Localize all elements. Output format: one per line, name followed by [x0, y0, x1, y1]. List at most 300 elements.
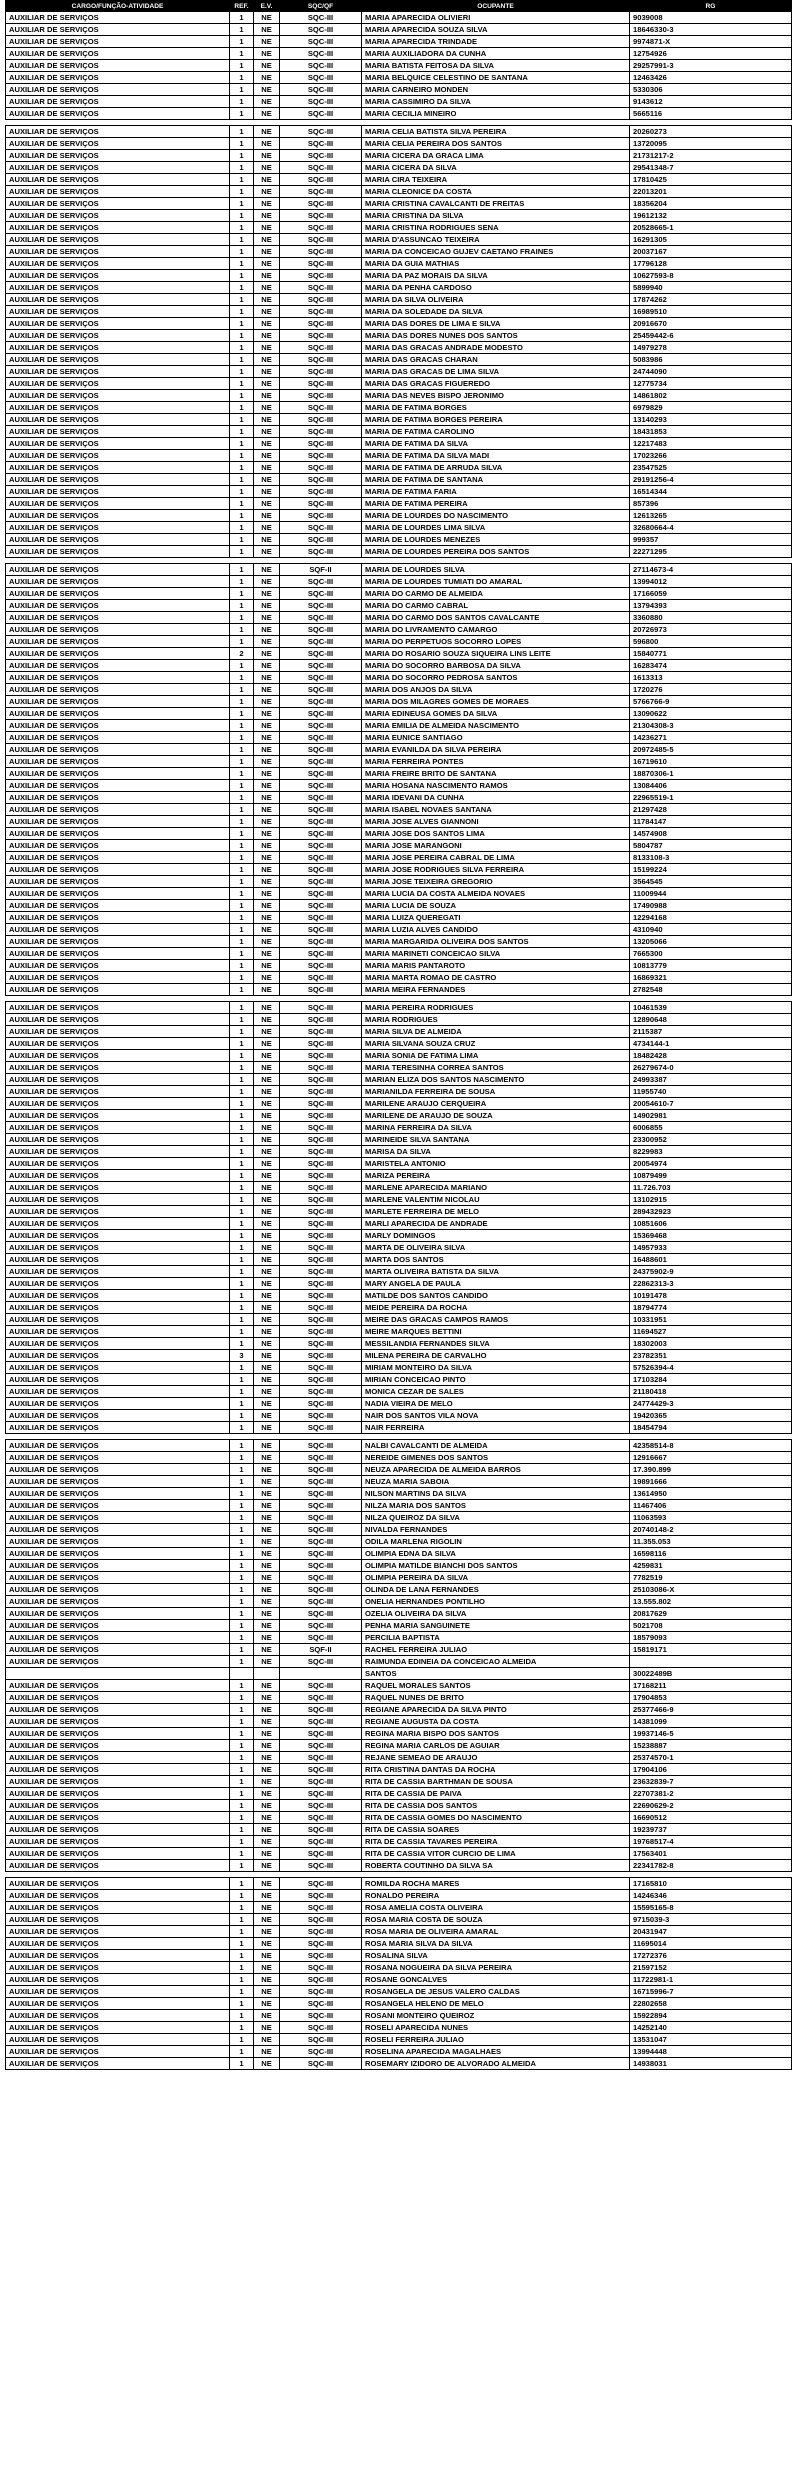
cell-ev: NE [254, 108, 280, 120]
cell-ref: 1 [230, 948, 254, 960]
cell-cargo: AUXILIAR DE SERVIÇOS [6, 1098, 230, 1110]
cell-ocupante: RONALDO PEREIRA [362, 1890, 630, 1902]
table-row [6, 1170, 792, 1182]
cell-sqc: SQC-III [280, 1860, 362, 1872]
table-row [6, 522, 792, 534]
cell-rg: 3564545 [630, 876, 792, 888]
cell-ref: 1 [230, 1620, 254, 1632]
table-row [6, 876, 792, 888]
cell-cargo: AUXILIAR DE SERVIÇOS [6, 600, 230, 612]
cell-ref: 1 [230, 1584, 254, 1596]
cell-rg: 20260273 [630, 126, 792, 138]
table-body [6, 12, 792, 2070]
cell-rg: 15238887 [630, 1740, 792, 1752]
cell-ocupante: MARIA DE LOURDES MENEZES [362, 534, 630, 546]
table-row [6, 732, 792, 744]
cell-ev: NE [254, 1584, 280, 1596]
cell-sqc: SQC-III [280, 948, 362, 960]
cell-rg: 17904853 [630, 1692, 792, 1704]
cell-ev: NE [254, 972, 280, 984]
cell-ev: NE [254, 1182, 280, 1194]
cell-ocupante: MARIA JOSE ALVES GIANNONI [362, 816, 630, 828]
cell-sqc: SQC-III [280, 1464, 362, 1476]
cell-ref: 1 [230, 804, 254, 816]
cell-ref: 1 [230, 1422, 254, 1434]
cell-ref: 1 [230, 306, 254, 318]
cell-cargo: AUXILIAR DE SERVIÇOS [6, 12, 230, 24]
cell-rg: 289432923 [630, 1206, 792, 1218]
cell-ev: NE [254, 864, 280, 876]
cell-cargo: AUXILIAR DE SERVIÇOS [6, 1146, 230, 1158]
cell-ref: 1 [230, 624, 254, 636]
cell-sqc: SQC-III [280, 1242, 362, 1254]
cell-ref: 1 [230, 1158, 254, 1170]
cell-ocupante: MARIA DE FATIMA FARIA [362, 486, 630, 498]
cell-cargo: AUXILIAR DE SERVIÇOS [6, 1512, 230, 1524]
table-row [6, 1206, 792, 1218]
cell-ref: 1 [230, 1524, 254, 1536]
cell-cargo: AUXILIAR DE SERVIÇOS [6, 1158, 230, 1170]
cell-cargo: AUXILIAR DE SERVIÇOS [6, 366, 230, 378]
cell-ev [254, 1668, 280, 1680]
table-row [6, 150, 792, 162]
cell-sqc: SQC-III [280, 2010, 362, 2022]
cell-ev: NE [254, 1098, 280, 1110]
table-row [6, 1776, 792, 1788]
cell-ocupante: ROSELI FERREIRA JULIAO [362, 2034, 630, 2046]
cell-cargo: AUXILIAR DE SERVIÇOS [6, 438, 230, 450]
table-row [6, 612, 792, 624]
cell-sqc: SQC-III [280, 912, 362, 924]
cell-sqc: SQC-III [280, 708, 362, 720]
table-row [6, 576, 792, 588]
table-row [6, 1452, 792, 1464]
cell-ocupante: MARTA DOS SANTOS [362, 1254, 630, 1266]
cell-rg: 14938031 [630, 2058, 792, 2070]
cell-ocupante: MARIA JOSE DOS SANTOS LIMA [362, 828, 630, 840]
cell-rg: 10331951 [630, 1314, 792, 1326]
cell-sqc: SQC-III [280, 546, 362, 558]
cell-ev: NE [254, 138, 280, 150]
cell-cargo: AUXILIAR DE SERVIÇOS [6, 1062, 230, 1074]
cell-sqc: SQC-III [280, 1134, 362, 1146]
cell-cargo: AUXILIAR DE SERVIÇOS [6, 924, 230, 936]
cell-cargo: AUXILIAR DE SERVIÇOS [6, 1962, 230, 1974]
cell-ref: 1 [230, 1338, 254, 1350]
table-row [6, 924, 792, 936]
cell-ocupante: MARIA LUCIA DE SOUZA [362, 900, 630, 912]
cell-sqc: SQC-III [280, 816, 362, 828]
cell-ev: NE [254, 1536, 280, 1548]
cell-ocupante: MARIA DO SOCORRO PEDROSA SANTOS [362, 672, 630, 684]
cell-rg: 6006855 [630, 1122, 792, 1134]
cell-sqc: SQC-III [280, 624, 362, 636]
cell-ev: NE [254, 1440, 280, 1452]
table-row [6, 852, 792, 864]
cell-ref: 1 [230, 1110, 254, 1122]
cell-ev: NE [254, 438, 280, 450]
cell-rg: 13794393 [630, 600, 792, 612]
cell-sqc: SQC-III [280, 1950, 362, 1962]
cell-sqc: SQC-III [280, 1290, 362, 1302]
cell-rg: 20972485-5 [630, 744, 792, 756]
cell-ref: 1 [230, 960, 254, 972]
cell-ocupante: MARIZA PEREIRA [362, 1170, 630, 1182]
cell-rg: 1720276 [630, 684, 792, 696]
cell-ev: NE [254, 1242, 280, 1254]
cell-ocupante: MARIA JOSE MARANGONI [362, 840, 630, 852]
table-row [6, 1692, 792, 1704]
table-row [6, 12, 792, 24]
table-row [6, 1182, 792, 1194]
cell-ref: 1 [230, 780, 254, 792]
cell-ref: 1 [230, 1788, 254, 1800]
cell-rg: 22341782-8 [630, 1860, 792, 1872]
cell-ref: 1 [230, 1452, 254, 1464]
cell-sqc: SQC-III [280, 1254, 362, 1266]
cell-cargo: AUXILIAR DE SERVIÇOS [6, 1926, 230, 1938]
cell-ref: 1 [230, 1860, 254, 1872]
cell-ev: NE [254, 1512, 280, 1524]
cell-ocupante: MARIA CECILIA MINEIRO [362, 108, 630, 120]
cell-ref: 1 [230, 438, 254, 450]
cell-sqc: SQF-II [280, 564, 362, 576]
cell-rg: 15199224 [630, 864, 792, 876]
cell-cargo: AUXILIAR DE SERVIÇOS [6, 474, 230, 486]
cell-rg: 16488601 [630, 1254, 792, 1266]
cell-rg: 16989510 [630, 306, 792, 318]
cell-ref: 1 [230, 1878, 254, 1890]
table-row [6, 462, 792, 474]
cell-ref: 1 [230, 1254, 254, 1266]
cell-ev: NE [254, 24, 280, 36]
cell-ocupante: MARIA LUZIA ALVES CANDIDO [362, 924, 630, 936]
table-row [6, 138, 792, 150]
cell-ev: NE [254, 1338, 280, 1350]
cell-rg: 19612132 [630, 210, 792, 222]
cell-sqc: SQC-III [280, 198, 362, 210]
table-row [6, 600, 792, 612]
table-row [6, 1560, 792, 1572]
cell-cargo: AUXILIAR DE SERVIÇOS [6, 48, 230, 60]
cell-ocupante: MARIA CRISTINA DA SILVA [362, 210, 630, 222]
table-row [6, 1512, 792, 1524]
cell-rg: 10879499 [630, 1170, 792, 1182]
cell-rg: 13090622 [630, 708, 792, 720]
cell-cargo: AUXILIAR DE SERVIÇOS [6, 546, 230, 558]
cell-sqc: SQC-III [280, 366, 362, 378]
cell-ocupante: MARIA DAS NEVES BISPO JERONIMO [362, 390, 630, 402]
cell-rg: 12294168 [630, 912, 792, 924]
cell-sqc: SQC-III [280, 2046, 362, 2058]
table-row [6, 72, 792, 84]
cell-ev: NE [254, 600, 280, 612]
table-row [6, 1242, 792, 1254]
table-row [6, 1266, 792, 1278]
cell-rg: 18646330-3 [630, 24, 792, 36]
cell-rg: 14902981 [630, 1110, 792, 1122]
cell-rg: 13994448 [630, 2046, 792, 2058]
cell-ocupante: MARIA JOSE PEREIRA CABRAL DE LIMA [362, 852, 630, 864]
cell-cargo: AUXILIAR DE SERVIÇOS [6, 306, 230, 318]
table-row [6, 1584, 792, 1596]
cell-ref: 1 [230, 354, 254, 366]
cell-cargo: AUXILIAR DE SERVIÇOS [6, 876, 230, 888]
cell-rg: 19891666 [630, 1476, 792, 1488]
cell-ref: 1 [230, 108, 254, 120]
cell-sqc: SQC-III [280, 852, 362, 864]
cell-ocupante: MARIA DAS DORES NUNES DOS SANTOS [362, 330, 630, 342]
table-row [6, 1194, 792, 1206]
table-header [6, 1, 792, 12]
cell-rg: 14957933 [630, 1242, 792, 1254]
cell-ev: NE [254, 1422, 280, 1434]
table-row [6, 1860, 792, 1872]
cell-cargo: AUXILIAR DE SERVIÇOS [6, 294, 230, 306]
cell-ref: 1 [230, 534, 254, 546]
cell-cargo: AUXILIAR DE SERVIÇOS [6, 2010, 230, 2022]
cell-ref [230, 1668, 254, 1680]
cell-sqc: SQC-III [280, 1752, 362, 1764]
cell-ev: NE [254, 912, 280, 924]
cell-ev: NE [254, 1326, 280, 1338]
cell-ref: 1 [230, 588, 254, 600]
cell-rg: 17166059 [630, 588, 792, 600]
table-row [6, 402, 792, 414]
cell-ocupante: MARTA DE OLIVEIRA SILVA [362, 1242, 630, 1254]
cell-ev: NE [254, 1014, 280, 1026]
cell-ocupante: MARIA DAS GRACAS CHARAN [362, 354, 630, 366]
cell-ref: 1 [230, 1278, 254, 1290]
cell-ocupante: MARIA EVANILDA DA SILVA PEREIRA [362, 744, 630, 756]
table-row [6, 498, 792, 510]
cell-sqc: SQC-III [280, 1764, 362, 1776]
cell-rg: 16690512 [630, 1812, 792, 1824]
cell-ref: 1 [230, 2058, 254, 2070]
cell-ref: 1 [230, 1302, 254, 1314]
cell-ref: 1 [230, 1266, 254, 1278]
cell-cargo: AUXILIAR DE SERVIÇOS [6, 1086, 230, 1098]
cell-ref: 1 [230, 1326, 254, 1338]
cell-ev: NE [254, 162, 280, 174]
table-row [6, 1362, 792, 1374]
cell-cargo: AUXILIAR DE SERVIÇOS [6, 1002, 230, 1014]
cell-rg: 13614950 [630, 1488, 792, 1500]
cell-cargo: AUXILIAR DE SERVIÇOS [6, 576, 230, 588]
cell-sqc: SQC-III [280, 1620, 362, 1632]
table-row [6, 2058, 792, 2070]
cell-ocupante: ODILA MARLENA RIGOLIN [362, 1536, 630, 1548]
cell-ref: 1 [230, 1398, 254, 1410]
table-row [6, 672, 792, 684]
cell-ocupante: MESSILANDIA FERNANDES SILVA [362, 1338, 630, 1350]
cell-rg: 5804787 [630, 840, 792, 852]
cell-ocupante: RAQUEL MORALES SANTOS [362, 1680, 630, 1692]
cell-ocupante: MARIA DOS ANJOS DA SILVA [362, 684, 630, 696]
cell-cargo: AUXILIAR DE SERVIÇOS [6, 174, 230, 186]
cell-ocupante: ROBERTA COUTINHO DA SILVA SA [362, 1860, 630, 1872]
cell-sqc: SQC-III [280, 828, 362, 840]
cell-cargo: AUXILIAR DE SERVIÇOS [6, 1716, 230, 1728]
table-row [6, 1158, 792, 1170]
cell-sqc: SQC-III [280, 378, 362, 390]
cell-rg: 21304308-3 [630, 720, 792, 732]
cell-sqc: SQC-III [280, 1986, 362, 1998]
cell-cargo: AUXILIAR DE SERVIÇOS [6, 1524, 230, 1536]
cell-rg: 18454794 [630, 1422, 792, 1434]
cell-sqc: SQC-III [280, 840, 362, 852]
cell-ref: 1 [230, 1146, 254, 1158]
cell-rg: 7782519 [630, 1572, 792, 1584]
table-row [6, 1926, 792, 1938]
cell-ocupante: MARIA APARECIDA TRINDADE [362, 36, 630, 48]
cell-rg: 25377466-9 [630, 1704, 792, 1716]
cell-ev: NE [254, 72, 280, 84]
cell-rg: 21597152 [630, 1962, 792, 1974]
cell-cargo: AUXILIAR DE SERVIÇOS [6, 816, 230, 828]
cell-cargo: AUXILIAR DE SERVIÇOS [6, 1632, 230, 1644]
cell-ocupante: MARTA OLIVEIRA BATISTA DA SILVA [362, 1266, 630, 1278]
table-row [6, 1374, 792, 1386]
cell-rg: 20431947 [630, 1926, 792, 1938]
cell-ref: 1 [230, 1596, 254, 1608]
table-row [6, 888, 792, 900]
cell-sqc: SQC-III [280, 150, 362, 162]
cell-sqc: SQC-III [280, 534, 362, 546]
cell-ocupante: RITA DE CASSIA DOS SANTOS [362, 1800, 630, 1812]
table-row [6, 1290, 792, 1302]
cell-sqc: SQC-III [280, 888, 362, 900]
cell-ocupante: MARIA DAS DORES DE LIMA E SILVA [362, 318, 630, 330]
cell-cargo: AUXILIAR DE SERVIÇOS [6, 804, 230, 816]
table-row [6, 1050, 792, 1062]
cell-ev: NE [254, 876, 280, 888]
cell-cargo: AUXILIAR DE SERVIÇOS [6, 210, 230, 222]
cell-ev: NE [254, 1062, 280, 1074]
cell-rg: 24993387 [630, 1074, 792, 1086]
cell-rg: 21297428 [630, 804, 792, 816]
cell-sqc: SQC-III [280, 306, 362, 318]
cell-cargo: AUXILIAR DE SERVIÇOS [6, 840, 230, 852]
cell-ref: 1 [230, 660, 254, 672]
cell-rg: 14381099 [630, 1716, 792, 1728]
cell-ocupante: MARIA CRISTINA CAVALCANTI DE FREITAS [362, 198, 630, 210]
table-row [6, 1632, 792, 1644]
cell-rg: 9039008 [630, 12, 792, 24]
cell-rg: 10627593-8 [630, 270, 792, 282]
cell-ocupante: NEUZA MARIA SABOIA [362, 1476, 630, 1488]
cell-ev: NE [254, 732, 280, 744]
cell-rg: 18482428 [630, 1050, 792, 1062]
cell-ref: 1 [230, 1098, 254, 1110]
cell-cargo: AUXILIAR DE SERVIÇOS [6, 768, 230, 780]
cell-ref: 1 [230, 138, 254, 150]
cell-ocupante: RACHEL FERREIRA JULIAO [362, 1644, 630, 1656]
cell-rg: 14574908 [630, 828, 792, 840]
cell-ev: NE [254, 804, 280, 816]
cell-ref: 1 [230, 246, 254, 258]
table-row [6, 1740, 792, 1752]
cell-cargo: AUXILIAR DE SERVIÇOS [6, 1938, 230, 1950]
cell-ev: NE [254, 828, 280, 840]
cell-cargo: AUXILIAR DE SERVIÇOS [6, 696, 230, 708]
cell-ocupante: RAIMUNDA EDINEIA DA CONCEICAO ALMEIDA [362, 1656, 630, 1668]
cell-ev: NE [254, 318, 280, 330]
cell-rg: 16283474 [630, 660, 792, 672]
cell-rg: 15369468 [630, 1230, 792, 1242]
table-row [6, 660, 792, 672]
cell-sqc: SQC-III [280, 576, 362, 588]
cell-ocupante: RITA CRISTINA DANTAS DA ROCHA [362, 1764, 630, 1776]
cell-sqc: SQC-III [280, 84, 362, 96]
cell-cargo: AUXILIAR DE SERVIÇOS [6, 1500, 230, 1512]
table-row [6, 486, 792, 498]
cell-ev: NE [254, 2034, 280, 2046]
cell-ev: NE [254, 1740, 280, 1752]
cell-sqc: SQC-III [280, 1488, 362, 1500]
cell-ref: 1 [230, 2034, 254, 2046]
cell-sqc: SQC-III [280, 660, 362, 672]
cell-rg: 7665300 [630, 948, 792, 960]
cell-ref: 1 [230, 1440, 254, 1452]
cell-cargo: AUXILIAR DE SERVIÇOS [6, 342, 230, 354]
cell-sqc: SQC-III [280, 1890, 362, 1902]
cell-sqc: SQC-III [280, 1788, 362, 1800]
cell-sqc: SQC-III [280, 600, 362, 612]
cell-ev: NE [254, 792, 280, 804]
cell-ref: 1 [230, 1050, 254, 1062]
cell-cargo: AUXILIAR DE SERVIÇOS [6, 1824, 230, 1836]
cell-sqc: SQC-III [280, 936, 362, 948]
cell-ev: NE [254, 1086, 280, 1098]
table-row [6, 1488, 792, 1500]
cell-sqc: SQC-III [280, 1026, 362, 1038]
cell-ref: 1 [230, 864, 254, 876]
cell-sqc: SQC-III [280, 900, 362, 912]
cell-cargo: AUXILIAR DE SERVIÇOS [6, 960, 230, 972]
cell-rg: 16514344 [630, 486, 792, 498]
cell-sqc: SQC-III [280, 1410, 362, 1422]
table-row [6, 96, 792, 108]
cell-sqc: SQC-III [280, 1776, 362, 1788]
cell-rg: 19239737 [630, 1824, 792, 1836]
cell-cargo: AUXILIAR DE SERVIÇOS [6, 948, 230, 960]
cell-rg: 18302003 [630, 1338, 792, 1350]
cell-ref: 1 [230, 390, 254, 402]
cell-cargo: AUXILIAR DE SERVIÇOS [6, 36, 230, 48]
cell-rg: 20817629 [630, 1608, 792, 1620]
cell-ocupante: ROSALINA SILVA [362, 1950, 630, 1962]
cell-ref: 1 [230, 1680, 254, 1692]
cell-ref: 1 [230, 1014, 254, 1026]
table-row [6, 1962, 792, 1974]
cell-ev: NE [254, 12, 280, 24]
table-row [6, 780, 792, 792]
cell-ref: 1 [230, 48, 254, 60]
cell-rg: 20054974 [630, 1158, 792, 1170]
cell-ocupante: MARIA MARGARIDA OLIVEIRA DOS SANTOS [362, 936, 630, 948]
cell-ev: NE [254, 342, 280, 354]
cell-cargo: AUXILIAR DE SERVIÇOS [6, 1386, 230, 1398]
cell-ocupante: RAQUEL NUNES DE BRITO [362, 1692, 630, 1704]
cell-sqc: SQC-III [280, 186, 362, 198]
cell-cargo: AUXILIAR DE SERVIÇOS [6, 1326, 230, 1338]
cell-rg: 17272376 [630, 1950, 792, 1962]
cell-rg: 11.355.053 [630, 1536, 792, 1548]
cell-ocupante: MIRIAM MONTEIRO DA SILVA [362, 1362, 630, 1374]
table-row [6, 1656, 792, 1668]
cell-sqc: SQC-III [280, 450, 362, 462]
